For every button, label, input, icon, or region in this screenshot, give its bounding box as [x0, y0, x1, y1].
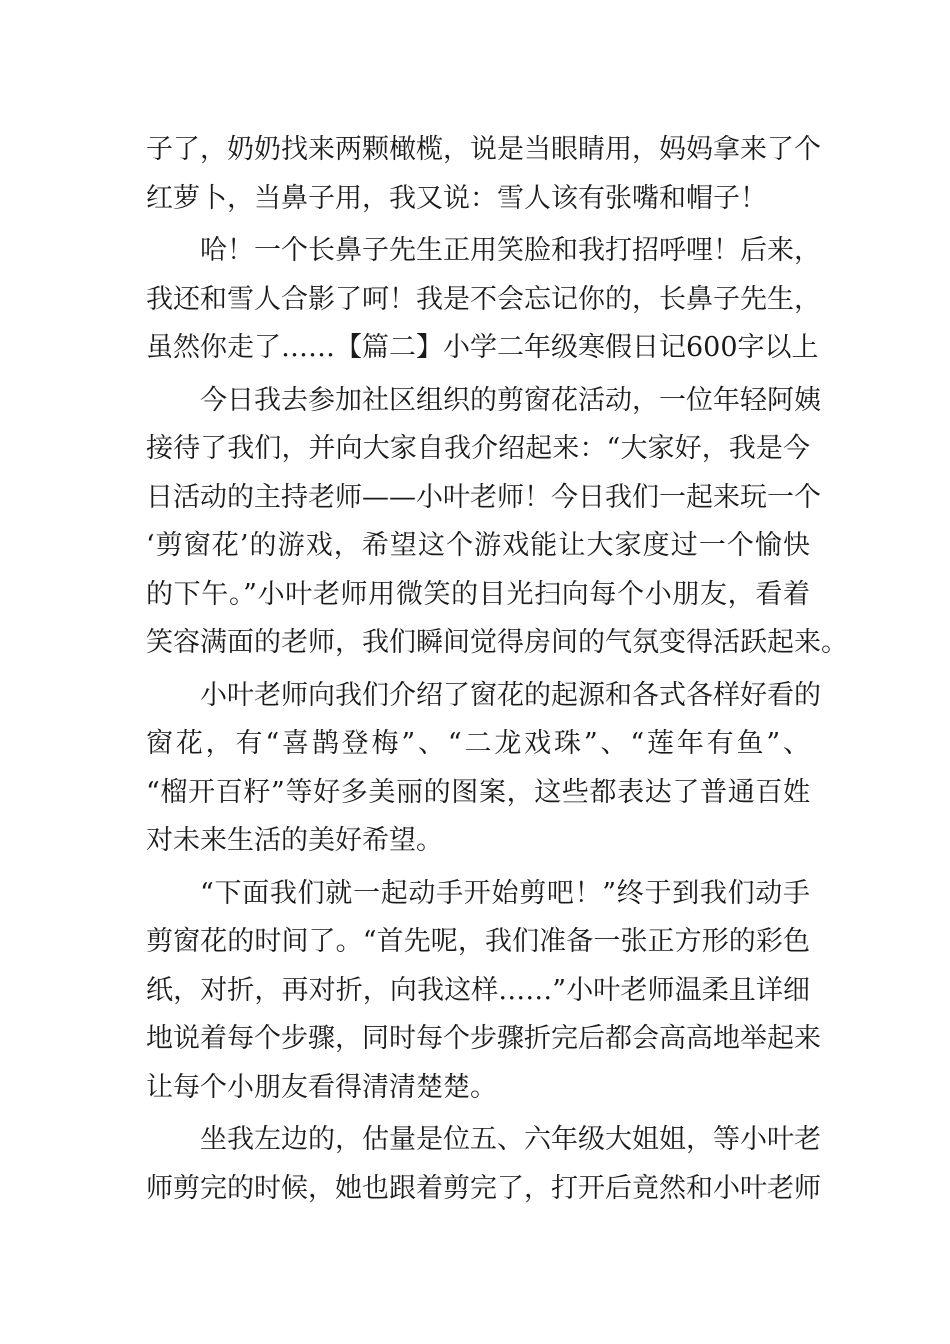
- text-line: ‘剪窗花’的游戏，希望这个游戏能让大家度过一个愉快: [146, 530, 810, 561]
- text-line: 子了，奶奶找来两颗橄榄，说是当眼睛用，妈妈拿来了个: [146, 134, 821, 165]
- text-line: “下面我们就一起动手开始剪吧！”终于到我们动手: [200, 877, 810, 909]
- paragraph: [146, 870, 821, 1113]
- text-line: 接待了我们，并向大家自我介绍起来：“大家好，我是今: [146, 433, 810, 464]
- text-line: 哈！一个长鼻子先生正用笑脸和我打招呼哩！后来，: [200, 235, 821, 266]
- text-line: 日活动的主持老师——小叶老师！今日我们一起来玩一个: [146, 481, 821, 513]
- text-line: 笑容满面的老师，我们瞬间觉得房间的气氛变得活跃起来。: [146, 627, 848, 658]
- text-line: “榴开百籽”等好多美丽的图案，这些都表达了普通百姓: [146, 776, 810, 808]
- paragraph: [146, 672, 821, 866]
- text-line: 的下午。”小叶老师用微笑的目光扫向每个小朋友，看着: [146, 578, 810, 610]
- text-line: 让每个小朋友看得清清楚楚。: [146, 1071, 497, 1103]
- paragraph: [146, 227, 821, 373]
- text-line: 地说着每个步骤，同时每个步骤折完后都会高高地举起来: [146, 1023, 821, 1054]
- text-line: 今日我去参加社区组织的剪窗花活动，一位年轻阿姨: [200, 384, 821, 416]
- text-line: 剪窗花的时间了。“首先呢，我们准备一张正方形的彩色: [146, 926, 810, 957]
- text-line: 我还和雪人合影了呵！我是不会忘记你的，长鼻子先生，: [146, 283, 821, 315]
- paragraph: [146, 377, 848, 668]
- text-line: 对未来生活的美好希望。: [146, 825, 443, 856]
- document-body: [146, 126, 848, 1213]
- paragraph: [146, 1116, 821, 1213]
- paragraph: [146, 126, 821, 223]
- text-line: 师剪完的时候，她也跟着剪完了，打开后竟然和小叶老师: [146, 1172, 821, 1204]
- text-line: 小叶老师向我们介绍了窗花的起源和各式各样好看的: [200, 679, 821, 711]
- text-line: 纸，对折，再对折，向我这样……”小叶老师温柔且详细: [146, 974, 810, 1006]
- text-line: 虽然你走了……【篇二】小学二年级寒假日记600字以上: [146, 332, 819, 363]
- text-line: 窗花，有“喜鹊登梅”、“二龙戏珠”、“莲年有鱼”、: [146, 728, 810, 759]
- text-line: 红萝卜，当鼻子用，我又说：雪人该有张嘴和帽子！: [146, 182, 767, 214]
- text-line: 坐我左边的，估量是位五、六年级大姐姐，等小叶老: [200, 1124, 821, 1155]
